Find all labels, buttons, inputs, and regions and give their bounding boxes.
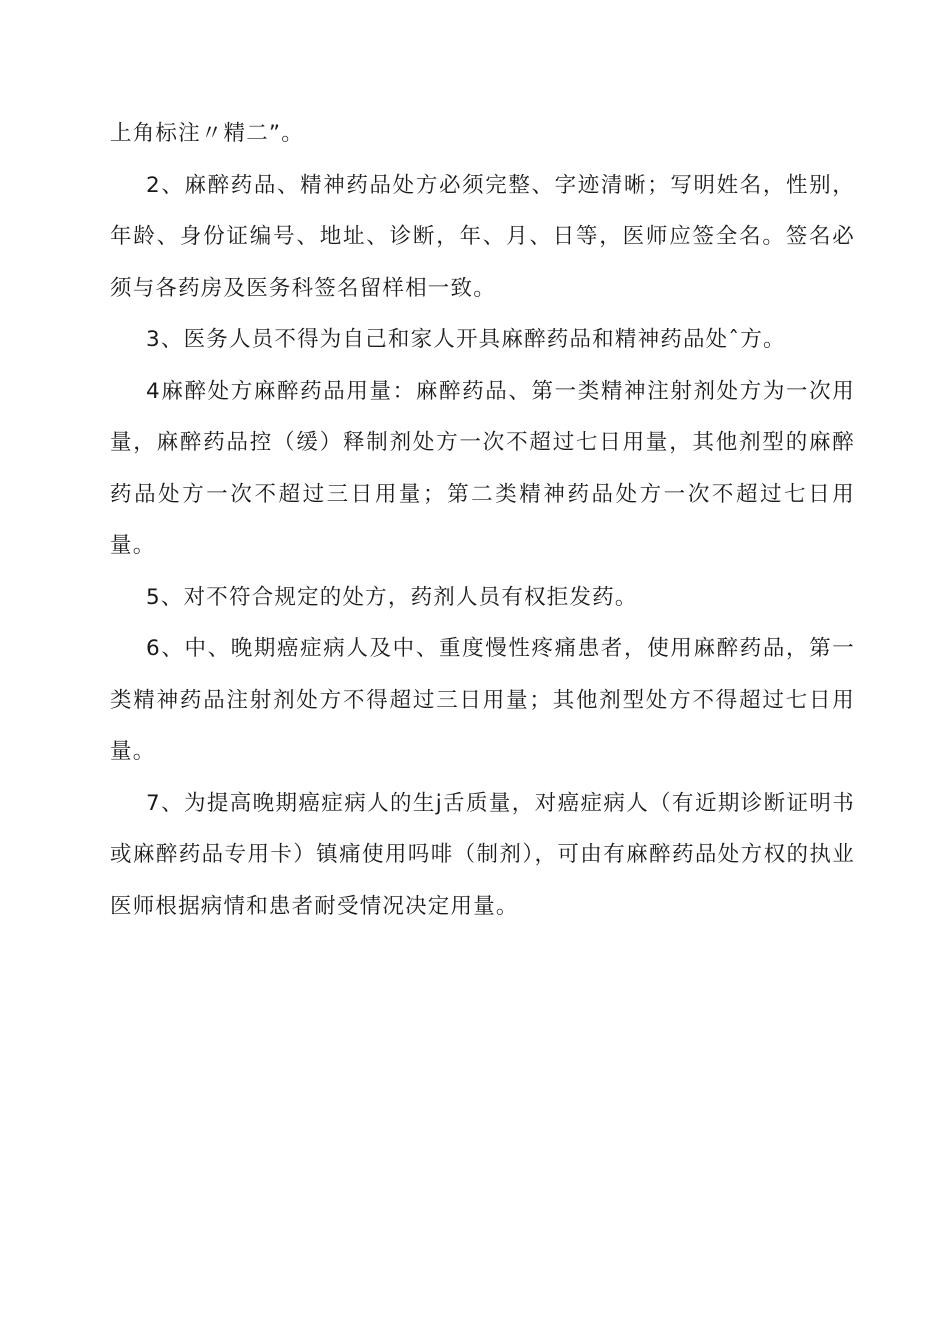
- paragraph-item-4: 4麻醉处方麻醉药品用量：麻醉药品、第一类精神注射剂处方为一次用量，麻醉药品控（缓）释制剂处方一次不超过七日用量，其他剂型的麻醉药品处方一次不超过三日用量；第二类精神药品处方一次不超过七日用量。: [110, 378, 855, 558]
- paragraph-item-5: 5、对不符合规定的处方，药剂人员有权拒发药。: [146, 584, 638, 610]
- paragraph-item-3: 3、医务人员不得为自己和家人开具麻醉药品和精神药品处ˆ方。: [146, 327, 786, 352]
- paragraph-item-2: 2、麻醉药品、精神药品处方必须完整、字迹清晰；写明姓名，性别，年龄、身份证编号、地址、诊断，年、月、日等，医师应签全名。签名必须与各药房及医务科签名留样相一致。: [110, 172, 855, 301]
- paragraph-continuation: 上角标注〃精二”。: [110, 121, 304, 146]
- paragraph-item-7: 7、为提高晚期癌症病人的生j舌质量，对癌症病人（有近期诊断证明书或麻醉药品专用卡）镇痛使用吗啡（制剂），可由有麻醉药品处方权的执业医师根据病情和患者耐受情况决定用量。: [110, 790, 855, 919]
- document-body: [110, 108, 855, 932]
- paragraph-item-6: 6、中、晚期癌症病人及中、重度慢性疼痛患者，使用麻醉药品，第一类精神药品注射剂处方不得超过三日用量；其他剂型处方不得超过七日用量。: [110, 636, 855, 764]
